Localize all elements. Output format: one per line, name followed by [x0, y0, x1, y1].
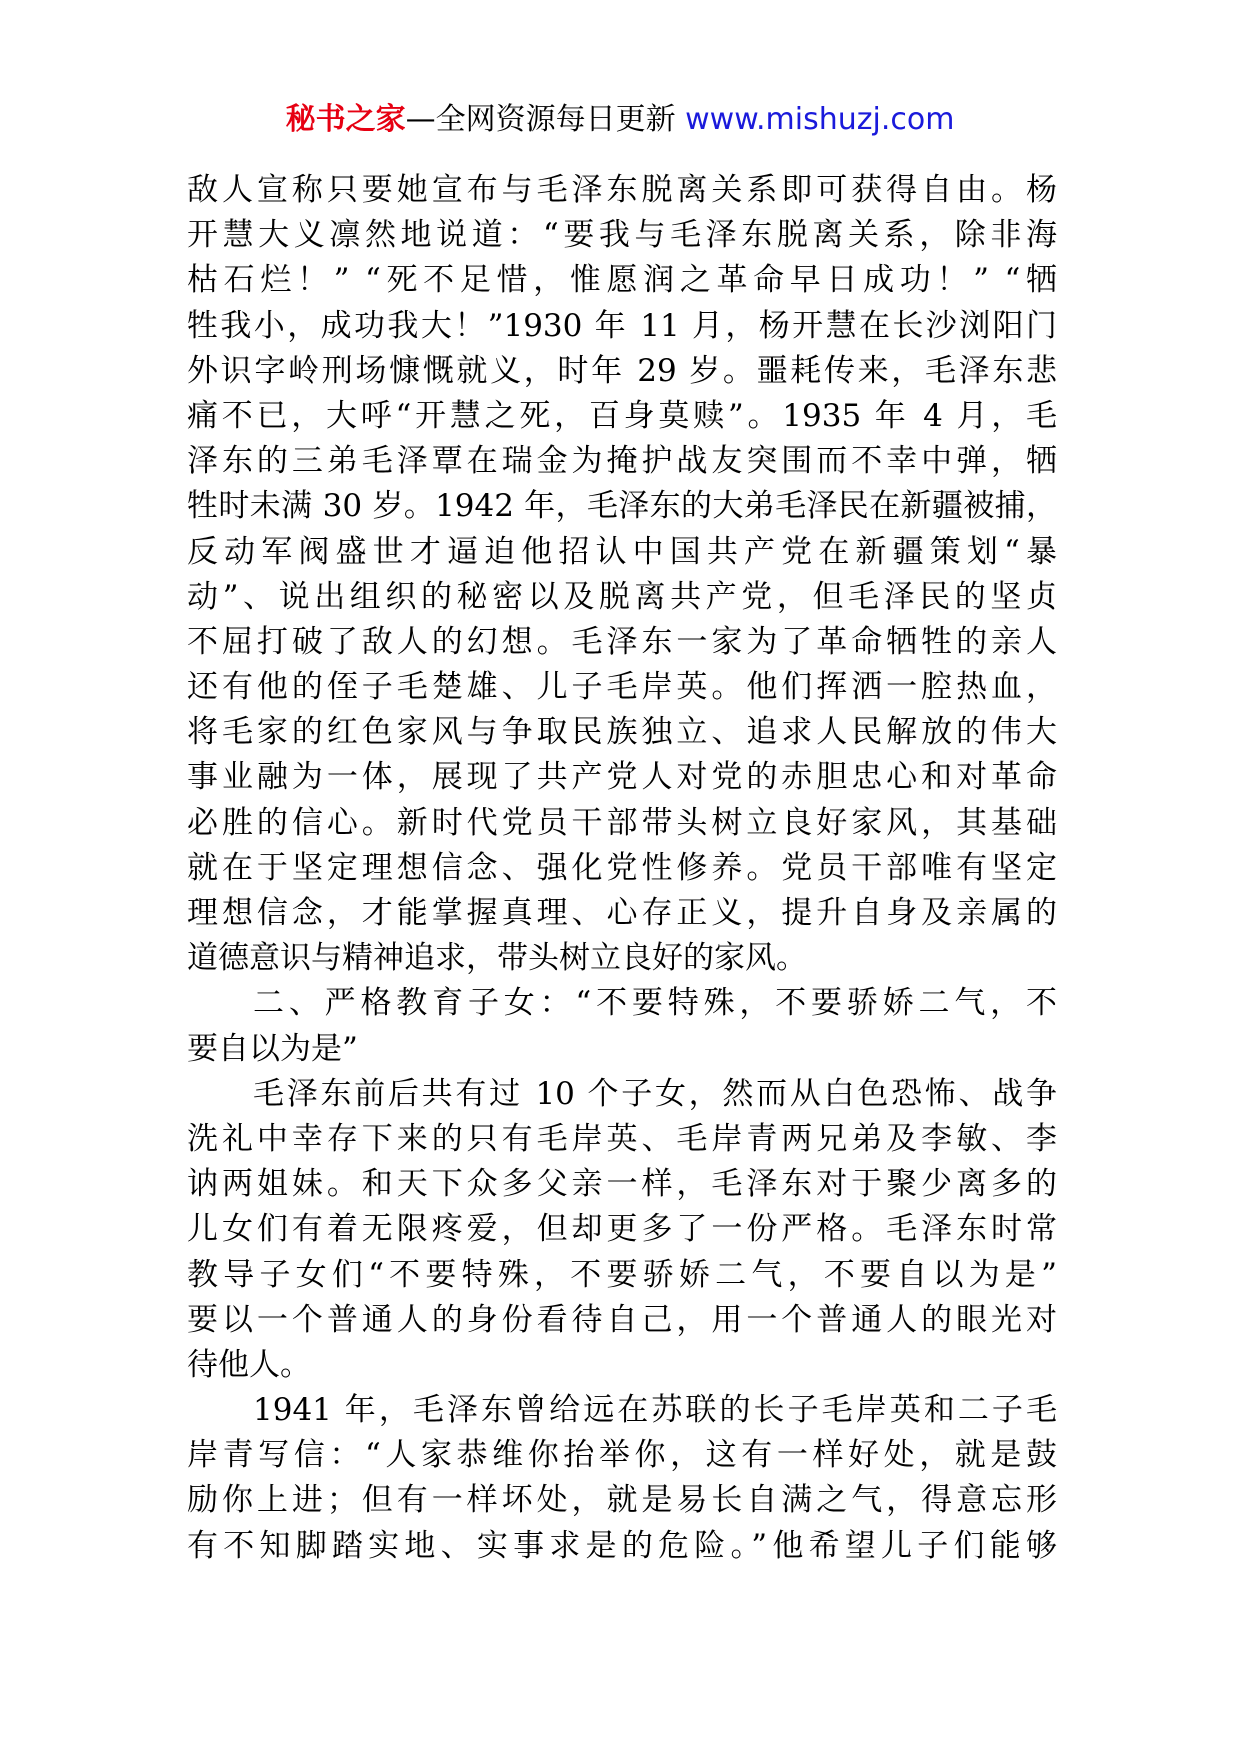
text-line: 道德意识与精神追求，带头树立良好的家风。 [187, 940, 807, 977]
text-line: 牲我小，成功我大！”1930 年 11 月，杨开慧在长沙浏阳门 [187, 307, 1057, 344]
text-line: 教导子女们“不要特殊，不要骄娇二气，不要自以为是” [187, 1256, 1057, 1293]
text-line: 痛不已，大呼“开慧之死，百身莫赎”。1935 年 4 月，毛 [187, 397, 1057, 434]
site-tagline: —全网资源每日更新 [405, 102, 686, 137]
text-line: 敌人宣称只要她宣布与毛泽东脱离关系即可获得自由。杨 [187, 172, 1057, 208]
text-line: 必胜的信心。新时代党员干部带头树立良好家风，其基础 [187, 804, 1057, 841]
text-line: 待他人。 [187, 1346, 311, 1383]
text-line: 泽东的三弟毛泽覃在瑞金为掩护战友突围而不幸中弹，牺 [187, 443, 1057, 480]
page-header [0, 100, 1240, 140]
text-line: 不屈打破了敌人的幻想。毛泽东一家为了革命牺牲的亲人 [187, 623, 1057, 660]
section-heading-line: 二、严格教育子女：“不要特殊，不要骄娇二气，不 [253, 985, 1057, 1022]
section-heading-line: 要自以为是” [187, 1030, 358, 1067]
text-line: 枯石烂！” “死不足惜，惟愿润之革命早日成功！” “牺 [187, 262, 1057, 299]
text-line: 励你上进；但有一样坏处，就是易长自满之气，得意忘形 [187, 1482, 1057, 1519]
text-line: 理想信念，才能掌握真理、心存正义，提升自身及亲属的 [187, 895, 1057, 931]
text-line: 动”、说出组织的秘密以及脱离共产党，但毛泽民的坚贞 [187, 578, 1057, 615]
text-line: 还有他的侄子毛楚雄、儿子毛岸英。他们挥洒一腔热血， [187, 669, 1057, 706]
text-line: 讷两姐妹。和天下众多父亲一样，毛泽东对于聚少离多的 [187, 1166, 1057, 1203]
text-line: 就在于坚定理想信念、强化党性修养。党员干部唯有坚定 [187, 849, 1057, 886]
text-line: 外识字岭刑场慷慨就义，时年 29 岁。噩耗传来，毛泽东悲 [187, 352, 1057, 389]
text-line: 洗礼中幸存下来的只有毛岸英、毛岸青两兄弟及李敏、李 [187, 1120, 1057, 1157]
text-line: 要以一个普通人的身份看待自己，用一个普通人的眼光对 [187, 1301, 1057, 1338]
document-body [187, 168, 1057, 1569]
text-line: 牲时未满 30 岁。1942 年，毛泽东的大弟毛泽民在新疆被捕， [187, 488, 1057, 525]
text-line: 岸青写信：“人家恭维你抬举你，这有一样好处，就是鼓 [187, 1437, 1057, 1474]
text-line: 将毛家的红色家风与争取民族独立、追求人民解放的伟大 [187, 714, 1057, 751]
text-line: 开慧大义凛然地说道：“要我与毛泽东脱离关系，除非海 [187, 217, 1057, 254]
text-line: 反动军阀盛世才逼迫他招认中国共产党在新疆策划“暴 [187, 533, 1057, 570]
text-line: 1941 年，毛泽东曾给远在苏联的长子毛岸英和二子毛 [253, 1392, 1057, 1429]
text-line: 事业融为一体，展现了共产党人对党的赤胆忠心和对革命 [187, 759, 1057, 796]
text-line: 有不知脚踏实地、实事求是的危险。”他希望儿子们能够 [187, 1527, 1057, 1564]
site-url-link[interactable]: www.mishuzj.com [685, 102, 955, 137]
site-brand: 秘书之家 [285, 102, 406, 137]
text-line: 儿女们有着无限疼爱，但却更多了一份严格。毛泽东时常 [187, 1211, 1057, 1248]
text-line: 毛泽东前后共有过 10 个子女，然而从白色恐怖、战争 [253, 1075, 1057, 1112]
